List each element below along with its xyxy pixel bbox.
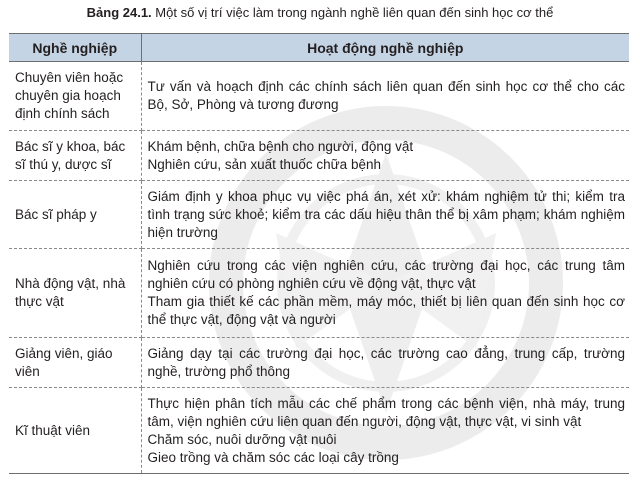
activities-cell [141,388,629,474]
career-cell: Giảng viên, giáo viên [9,338,141,388]
activities-cell [141,181,629,249]
table-title: Một số vị trí việc làm trong ngành nghề liên quan đến sinh học cơ thể [155,5,554,20]
table-caption [0,5,640,21]
career-cell: Bác sĩ pháp y [9,181,141,249]
activities-cell [141,338,629,388]
activity-line: Gieo trồng và chăm sóc các loại cây trồng [147,449,399,465]
career-table [9,33,629,474]
activity-line: Giảng dạy tại các trường đại học, các trường cao đẳng, trung cấp, trường nghề, trường phổ thông [147,345,625,379]
activity-line: Thực hiện phân tích mẫu các chế phẩm trong các bệnh viện, nhà máy, trung tâm, viện nghiên cứu liên quan đến người, động vật, thực vật, vi sinh vật [147,395,625,429]
activity-line: Giám định y khoa phục vụ việc phá án, xét xử: khám nghiệm tử thi; kiểm tra tình trạng sức khoẻ; kiểm tra các dấu hiệu thân thể bị xâm phạm; khám nghiệm hiện trường [147,188,625,240]
activity-line: Khám bệnh, chữa bệnh cho người, động vật [147,138,414,154]
header-career: Nghề nghiệp [9,34,141,62]
activities-cell [141,62,629,131]
table-number: Bảng 24.1. [86,5,152,20]
activity-line: Tư vấn và hoạch định các chính sách liên quan đến sinh học cơ thể cho các Bộ, Sở, Phòng và tương đương [147,79,625,112]
table-row [9,181,629,249]
table-row [9,338,629,388]
activity-line: Nghiên cứu, sản xuất thuốc chữa bệnh [147,156,381,172]
table-row [9,388,629,474]
career-cell: Chuyên viên hoặc chuyên gia hoạch định chính sách [9,62,141,131]
activity-line: Chăm sóc, nuôi dưỡng vật nuôi [147,431,337,447]
table-row [9,131,629,181]
career-cell: Bác sĩ y khoa, bác sĩ thú y, dược sĩ [9,131,141,181]
table-header-row [9,34,629,62]
header-activities: Hoạt động nghề nghiệp [141,34,629,62]
career-cell: Nhà động vật, nhà thực vật [9,249,141,338]
activity-line: Tham gia thiết kế các phần mềm, máy móc, thiết bị liên quan đến sinh học cơ thể thực vật, động vật và người [147,294,625,327]
activities-cell [141,249,629,338]
career-table-container [9,33,629,465]
table-row [9,62,629,131]
table-row [9,249,629,338]
career-cell: Kĩ thuật viên [9,388,141,474]
activity-line: Nghiên cứu trong các viện nghiên cứu, các trường đại học, các trung tâm nghiên cứu có phòng nghiên cứu về động vật, thực vật [147,258,625,291]
activities-cell [141,131,629,181]
